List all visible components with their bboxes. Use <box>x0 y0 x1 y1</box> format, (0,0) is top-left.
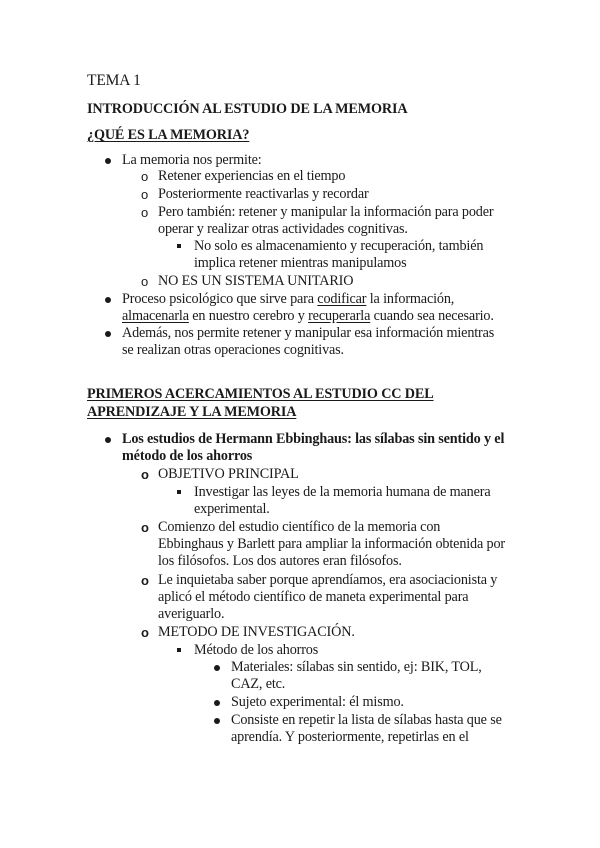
circle-bullet-icon: o <box>141 625 149 640</box>
underlined-term-recuperarla: recuperarla <box>308 308 371 324</box>
text-span: cuando sea necesario. <box>370 308 494 324</box>
bullet-dot-icon <box>105 158 111 164</box>
list-item: La memoria nos permite: <box>122 152 262 168</box>
list-item: Posteriormente reactivarlas y recordar <box>158 186 369 202</box>
list-item: Materiales: sílabas sin sentido, ej: BIK, TOL, <box>231 659 482 675</box>
list-item: Retener experiencias en el tiempo <box>158 168 346 184</box>
square-bullet-icon <box>177 244 181 248</box>
circle-bullet-icon: o <box>141 205 149 220</box>
list-item: Sujeto experimental: él mismo. <box>231 694 404 710</box>
list-item-continuation: aprendía. Y posteriormente, repetirlas en el <box>231 729 469 745</box>
circle-bullet-icon: o <box>141 573 149 588</box>
list-item: Consiste en repetir la lista de sílabas hasta que se <box>231 712 502 728</box>
square-bullet-icon <box>177 648 181 652</box>
list-item: Comienzo del estudio científico de la memoria con <box>158 519 441 535</box>
square-bullet-icon <box>177 490 181 494</box>
underlined-term-almacenarla: almacenarla <box>122 308 189 324</box>
list-item-continuation <box>122 308 494 325</box>
list-item-continuation: Ebbinghaus y Barlett para ampliar la información obtenida por <box>158 536 505 552</box>
bullet-dot-icon <box>214 700 220 706</box>
bullet-dot-icon <box>214 665 220 671</box>
circle-bullet-icon: o <box>141 520 149 535</box>
list-item: Pero también: retener y manipular la información para poder <box>158 204 494 220</box>
section-heading-primeros-acercamientos-line2: APRENDIZAJE Y LA MEMORIA <box>87 404 297 420</box>
list-item: Le inquietaba saber porque aprendíamos, era asociacionista y <box>158 572 498 588</box>
list-item: Método de los ahorros <box>194 642 319 658</box>
list-item-continuation: averiguarlo. <box>158 606 225 622</box>
circle-bullet-icon: o <box>141 274 149 289</box>
list-item-continuation: operar y realizar otras actividades cognitivas. <box>158 221 408 237</box>
circle-bullet-icon: o <box>141 467 149 482</box>
text-span: la información, <box>366 291 455 307</box>
text-span: en nuestro cerebro y <box>188 308 309 324</box>
bullet-dot-icon <box>105 331 111 337</box>
list-item <box>122 291 454 308</box>
bullet-dot-icon <box>105 297 111 303</box>
list-item: Además, nos permite retener y manipular esa información mientras <box>122 325 495 341</box>
page-title: TEMA 1 <box>87 72 141 89</box>
list-item: Investigar las leyes de la memoria humana de manera <box>194 484 491 500</box>
list-item-continuation: experimental. <box>194 501 270 517</box>
list-item: No solo es almacenamiento y recuperación, también <box>194 238 484 254</box>
list-item: METODO DE INVESTIGACIÓN. <box>158 624 355 640</box>
list-item: OBJETIVO PRINCIPAL <box>158 466 299 482</box>
section-heading-primeros-acercamientos: PRIMEROS ACERCAMIENTOS AL ESTUDIO CC DEL <box>87 386 434 402</box>
bullet-dot-icon <box>214 718 220 724</box>
document-subtitle: INTRODUCCIÓN AL ESTUDIO DE LA MEMORIA <box>87 101 408 117</box>
underlined-term-codificar: codificar <box>317 291 367 307</box>
list-item-bold: Los estudios de Hermann Ebbinghaus: las sílabas sin sentido y el <box>122 431 505 447</box>
list-item-continuation: implica retener mientras manipulamos <box>194 255 407 271</box>
bullet-dot-icon <box>105 437 111 443</box>
list-item-continuation: aplicó el método científico de maneta experimental para <box>158 589 469 605</box>
list-item: NO ES UN SISTEMA UNITARIO <box>158 273 354 289</box>
list-item-bold-continuation: método de los ahorros <box>122 448 253 464</box>
list-item-continuation: CAZ, etc. <box>231 676 286 692</box>
list-item-continuation: los filósofos. Los dos autores eran filósofos. <box>158 553 402 569</box>
list-item-continuation: se realizan otras operaciones cognitivas. <box>122 342 344 358</box>
text-span: Proceso psicológico que sirve para <box>122 291 318 307</box>
section-heading-que-es-la-memoria: ¿QUÉ ES LA MEMORIA? <box>87 127 250 143</box>
circle-bullet-icon: o <box>141 169 149 184</box>
circle-bullet-icon: o <box>141 187 149 202</box>
